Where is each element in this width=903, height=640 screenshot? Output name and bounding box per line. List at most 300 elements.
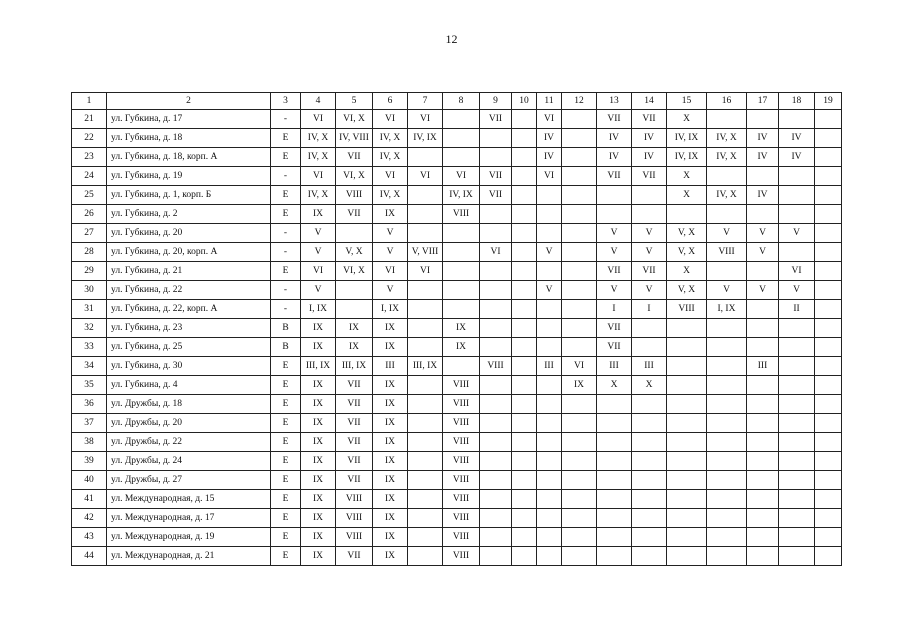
table-cell: IX — [301, 547, 336, 566]
table-cell — [667, 433, 707, 452]
table-cell: IV, X — [707, 129, 747, 148]
table-cell — [815, 471, 842, 490]
table-cell — [667, 414, 707, 433]
table-cell: VI — [537, 167, 562, 186]
table-cell: IX — [373, 509, 408, 528]
table-cell — [815, 528, 842, 547]
table-cell — [779, 205, 815, 224]
row-number-cell: 38 — [72, 433, 107, 452]
table-cell: IX — [301, 490, 336, 509]
address-cell: ул. Дружбы, д. 24 — [107, 452, 271, 471]
table-cell — [779, 528, 815, 547]
table-cell — [443, 300, 480, 319]
table-cell — [815, 281, 842, 300]
row-number-cell: 30 — [72, 281, 107, 300]
table-cell: V — [301, 224, 336, 243]
table-cell: E — [271, 452, 301, 471]
table-cell — [537, 319, 562, 338]
table-cell: V, X — [336, 243, 373, 262]
table-cell: IV — [632, 148, 667, 167]
address-cell: ул. Губкина, д. 2 — [107, 205, 271, 224]
table-cell — [562, 224, 597, 243]
table-cell: V — [779, 281, 815, 300]
table-cell: IV — [632, 129, 667, 148]
table-cell: - — [271, 110, 301, 129]
row-number-cell: 22 — [72, 129, 107, 148]
table-cell: B — [271, 338, 301, 357]
table-cell: VII — [336, 547, 373, 566]
column-header: 13 — [597, 93, 632, 110]
address-cell: ул. Дружбы, д. 18 — [107, 395, 271, 414]
column-header: 5 — [336, 93, 373, 110]
table-cell — [512, 110, 537, 129]
table-cell — [537, 395, 562, 414]
table-cell: V, X — [667, 243, 707, 262]
table-cell — [707, 471, 747, 490]
table-cell: VII — [336, 433, 373, 452]
table-cell — [443, 110, 480, 129]
table-cell — [747, 452, 779, 471]
table-cell — [815, 243, 842, 262]
table-cell — [512, 490, 537, 509]
table-cell — [747, 509, 779, 528]
row-number-cell: 21 — [72, 110, 107, 129]
table-cell: IX — [301, 319, 336, 338]
table-cell — [815, 357, 842, 376]
table-cell: I, IX — [707, 300, 747, 319]
address-cell: ул. Губкина, д. 23 — [107, 319, 271, 338]
table-cell — [747, 262, 779, 281]
table-cell — [632, 433, 667, 452]
row-number-cell: 37 — [72, 414, 107, 433]
table-cell — [537, 490, 562, 509]
table-cell — [779, 452, 815, 471]
table-cell: IV, VIII — [336, 129, 373, 148]
table-cell — [512, 509, 537, 528]
table-row — [72, 547, 842, 566]
table-cell — [537, 205, 562, 224]
table-cell — [632, 395, 667, 414]
column-header: 14 — [632, 93, 667, 110]
table-cell — [632, 414, 667, 433]
row-number-cell: 44 — [72, 547, 107, 566]
table-cell — [480, 148, 512, 167]
table-cell — [537, 414, 562, 433]
table-cell — [815, 186, 842, 205]
table-cell: VII — [480, 186, 512, 205]
table-cell — [779, 395, 815, 414]
table-cell — [597, 452, 632, 471]
table-cell: E — [271, 205, 301, 224]
address-cell: ул. Губкина, д. 22 — [107, 281, 271, 300]
table-cell: VIII — [667, 300, 707, 319]
table-cell: V, X — [667, 224, 707, 243]
table-cell: X — [667, 110, 707, 129]
table-cell: IV, X — [373, 129, 408, 148]
table-cell — [815, 338, 842, 357]
table-cell: VI — [301, 167, 336, 186]
table-cell — [336, 281, 373, 300]
row-number-cell: 26 — [72, 205, 107, 224]
table-cell — [537, 338, 562, 357]
table-cell — [408, 528, 443, 547]
table-cell — [562, 110, 597, 129]
table-cell — [537, 509, 562, 528]
table-cell: IV, X — [373, 148, 408, 167]
table-cell: V — [597, 243, 632, 262]
table-cell — [667, 547, 707, 566]
address-cell: ул. Международная, д. 15 — [107, 490, 271, 509]
table-cell: E — [271, 490, 301, 509]
data-table — [71, 92, 842, 566]
table-cell — [443, 243, 480, 262]
table-cell — [480, 129, 512, 148]
table-cell — [747, 547, 779, 566]
table-cell: IX — [301, 376, 336, 395]
address-cell: ул. Губкина, д. 18 — [107, 129, 271, 148]
table-cell — [597, 528, 632, 547]
table-cell — [443, 262, 480, 281]
table-cell: VII — [480, 110, 512, 129]
table-row — [72, 338, 842, 357]
table-cell: IX — [373, 471, 408, 490]
table-cell: E — [271, 528, 301, 547]
table-cell — [512, 186, 537, 205]
table-cell: VII — [597, 338, 632, 357]
table-cell: IX — [443, 319, 480, 338]
table-cell — [707, 433, 747, 452]
table-row — [72, 300, 842, 319]
table-cell — [562, 338, 597, 357]
table-cell: III, IX — [301, 357, 336, 376]
table-cell — [512, 452, 537, 471]
table-cell: E — [271, 395, 301, 414]
table-cell: VII — [336, 452, 373, 471]
table-cell: V — [747, 243, 779, 262]
table-cell: V — [632, 224, 667, 243]
table-cell: V — [597, 281, 632, 300]
table-cell — [562, 300, 597, 319]
table-cell: V — [632, 281, 667, 300]
table-cell: V — [373, 224, 408, 243]
table-row — [72, 110, 842, 129]
table-cell — [443, 129, 480, 148]
table-cell — [707, 338, 747, 357]
table-cell — [815, 376, 842, 395]
table-cell — [597, 547, 632, 566]
address-cell: ул. Губкина, д. 30 — [107, 357, 271, 376]
table-cell: II — [779, 300, 815, 319]
table-cell: VII — [597, 167, 632, 186]
row-number-cell: 32 — [72, 319, 107, 338]
table-cell — [512, 262, 537, 281]
table-cell: E — [271, 186, 301, 205]
table-cell: VI — [562, 357, 597, 376]
table-cell — [747, 376, 779, 395]
table-cell — [562, 490, 597, 509]
table-cell: VIII — [336, 528, 373, 547]
table-cell: VIII — [443, 414, 480, 433]
table-cell: VIII — [443, 471, 480, 490]
table-cell: VII — [632, 167, 667, 186]
table-cell: IV — [537, 129, 562, 148]
column-header: 19 — [815, 93, 842, 110]
table-cell: I — [632, 300, 667, 319]
address-cell: ул. Губкина, д. 20 — [107, 224, 271, 243]
table-cell: IX — [301, 509, 336, 528]
table-cell: E — [271, 357, 301, 376]
table-cell — [512, 224, 537, 243]
table-cell — [747, 300, 779, 319]
table-cell — [480, 395, 512, 414]
table-cell — [779, 338, 815, 357]
table-cell — [408, 376, 443, 395]
table-cell: VII — [336, 414, 373, 433]
table-cell — [815, 110, 842, 129]
table-cell: VII — [336, 376, 373, 395]
table-cell — [597, 205, 632, 224]
table-cell — [667, 338, 707, 357]
table-cell — [408, 281, 443, 300]
table-cell — [562, 414, 597, 433]
table-cell: IV — [537, 148, 562, 167]
table-cell — [562, 243, 597, 262]
table-cell — [707, 319, 747, 338]
table-cell: VI — [301, 262, 336, 281]
table-cell — [779, 110, 815, 129]
table-cell: V, VIII — [408, 243, 443, 262]
row-number-cell: 28 — [72, 243, 107, 262]
column-header: 1 — [72, 93, 107, 110]
table-cell — [562, 433, 597, 452]
column-header: 11 — [537, 93, 562, 110]
table-cell — [512, 357, 537, 376]
table-cell — [512, 243, 537, 262]
table-cell — [815, 262, 842, 281]
row-number-cell: 43 — [72, 528, 107, 547]
table-cell — [707, 167, 747, 186]
address-cell: ул. Дружбы, д. 27 — [107, 471, 271, 490]
table-cell — [707, 490, 747, 509]
table-cell: - — [271, 281, 301, 300]
table-cell — [815, 509, 842, 528]
table-cell: IV — [747, 186, 779, 205]
table-cell: V — [301, 243, 336, 262]
column-header: 7 — [408, 93, 443, 110]
table-cell: IX — [443, 338, 480, 357]
table-cell — [632, 490, 667, 509]
table-cell: VII — [336, 471, 373, 490]
table-row — [72, 414, 842, 433]
table-cell: - — [271, 224, 301, 243]
table-cell — [512, 376, 537, 395]
row-number-cell: 29 — [72, 262, 107, 281]
table-cell — [815, 547, 842, 566]
table-cell: IV — [747, 129, 779, 148]
table-cell: X — [632, 376, 667, 395]
table-cell — [815, 148, 842, 167]
table-cell — [747, 395, 779, 414]
table-cell — [480, 414, 512, 433]
table-header-row — [72, 93, 842, 110]
table-cell — [667, 205, 707, 224]
table-cell — [562, 471, 597, 490]
table-cell — [336, 300, 373, 319]
table-cell — [597, 490, 632, 509]
table-cell — [779, 414, 815, 433]
table-cell — [815, 129, 842, 148]
table-cell: VI — [373, 110, 408, 129]
table-cell — [512, 338, 537, 357]
table-cell — [632, 338, 667, 357]
table-cell: IX — [373, 395, 408, 414]
table-cell: IX — [562, 376, 597, 395]
column-header: 15 — [667, 93, 707, 110]
table-cell: VIII — [443, 376, 480, 395]
table-cell — [707, 205, 747, 224]
table-row — [72, 262, 842, 281]
table-cell: IX — [373, 433, 408, 452]
table-cell: IX — [373, 319, 408, 338]
table-cell: VIII — [336, 186, 373, 205]
table-cell: VIII — [336, 509, 373, 528]
table-cell: VI, X — [336, 110, 373, 129]
table-cell: V — [373, 243, 408, 262]
table-cell — [537, 376, 562, 395]
table-cell — [512, 167, 537, 186]
table-cell: V — [707, 224, 747, 243]
table-cell — [408, 224, 443, 243]
table-cell: IV, IX — [408, 129, 443, 148]
table-cell — [597, 395, 632, 414]
table-cell: IX — [301, 471, 336, 490]
table-cell: IV, IX — [667, 148, 707, 167]
table-cell — [512, 300, 537, 319]
table-cell — [667, 528, 707, 547]
table-cell — [512, 547, 537, 566]
table-cell: III — [537, 357, 562, 376]
table-cell: V — [779, 224, 815, 243]
table-cell — [562, 547, 597, 566]
address-cell: ул. Дружбы, д. 22 — [107, 433, 271, 452]
table-cell: IV, IX — [667, 129, 707, 148]
table-cell — [632, 319, 667, 338]
table-cell — [408, 338, 443, 357]
column-header: 17 — [747, 93, 779, 110]
column-header: 18 — [779, 93, 815, 110]
table-cell — [408, 547, 443, 566]
table-cell — [815, 319, 842, 338]
table-cell: IX — [301, 414, 336, 433]
table-cell: VIII — [443, 452, 480, 471]
table-cell — [512, 395, 537, 414]
table-row — [72, 148, 842, 167]
table-row — [72, 243, 842, 262]
table-cell — [632, 186, 667, 205]
table-cell: V — [537, 281, 562, 300]
table-cell — [537, 452, 562, 471]
table-cell: V — [537, 243, 562, 262]
table-cell — [707, 357, 747, 376]
table-cell — [667, 319, 707, 338]
table-cell — [779, 167, 815, 186]
table-cell — [480, 376, 512, 395]
table-cell — [512, 129, 537, 148]
table-cell: VI — [443, 167, 480, 186]
table-cell — [537, 262, 562, 281]
table-cell — [537, 300, 562, 319]
table-cell — [707, 414, 747, 433]
table-cell — [779, 243, 815, 262]
table-row — [72, 281, 842, 300]
table-cell — [815, 433, 842, 452]
table-cell — [779, 509, 815, 528]
table-cell — [562, 205, 597, 224]
table-cell: IX — [373, 452, 408, 471]
table-cell — [562, 319, 597, 338]
table-cell: VII — [632, 262, 667, 281]
table-cell — [562, 186, 597, 205]
table-cell — [480, 281, 512, 300]
table-cell: IX — [301, 395, 336, 414]
address-cell: ул. Международная, д. 19 — [107, 528, 271, 547]
table-cell: V — [707, 281, 747, 300]
table-cell: - — [271, 243, 301, 262]
table-cell: IX — [336, 338, 373, 357]
table-cell: IX — [373, 528, 408, 547]
table-cell — [707, 509, 747, 528]
table-cell — [408, 471, 443, 490]
table-cell — [707, 110, 747, 129]
table-cell: VIII — [443, 490, 480, 509]
table-cell — [512, 471, 537, 490]
table-cell — [480, 262, 512, 281]
table-cell: IX — [373, 338, 408, 357]
table-cell: VIII — [443, 528, 480, 547]
table-cell: IV, X — [301, 148, 336, 167]
table-cell — [815, 300, 842, 319]
table-cell — [779, 376, 815, 395]
table-cell — [480, 490, 512, 509]
table-cell: VII — [480, 167, 512, 186]
table-cell: E — [271, 148, 301, 167]
table-cell — [632, 205, 667, 224]
table-cell — [707, 547, 747, 566]
table-cell — [707, 262, 747, 281]
table-cell — [562, 148, 597, 167]
table-cell — [537, 186, 562, 205]
table-row — [72, 357, 842, 376]
table-row — [72, 433, 842, 452]
table-cell: B — [271, 319, 301, 338]
table-cell — [562, 452, 597, 471]
row-number-cell: 40 — [72, 471, 107, 490]
table-cell: V — [747, 281, 779, 300]
table-cell: E — [271, 547, 301, 566]
table-cell — [443, 281, 480, 300]
row-number-cell: 42 — [72, 509, 107, 528]
table-cell — [480, 338, 512, 357]
row-number-cell: 24 — [72, 167, 107, 186]
table-row — [72, 376, 842, 395]
table-cell — [779, 357, 815, 376]
table-cell: E — [271, 414, 301, 433]
table-cell: IX — [301, 528, 336, 547]
table-cell — [632, 471, 667, 490]
table-cell: IX — [301, 452, 336, 471]
table-row — [72, 452, 842, 471]
table-cell — [537, 433, 562, 452]
